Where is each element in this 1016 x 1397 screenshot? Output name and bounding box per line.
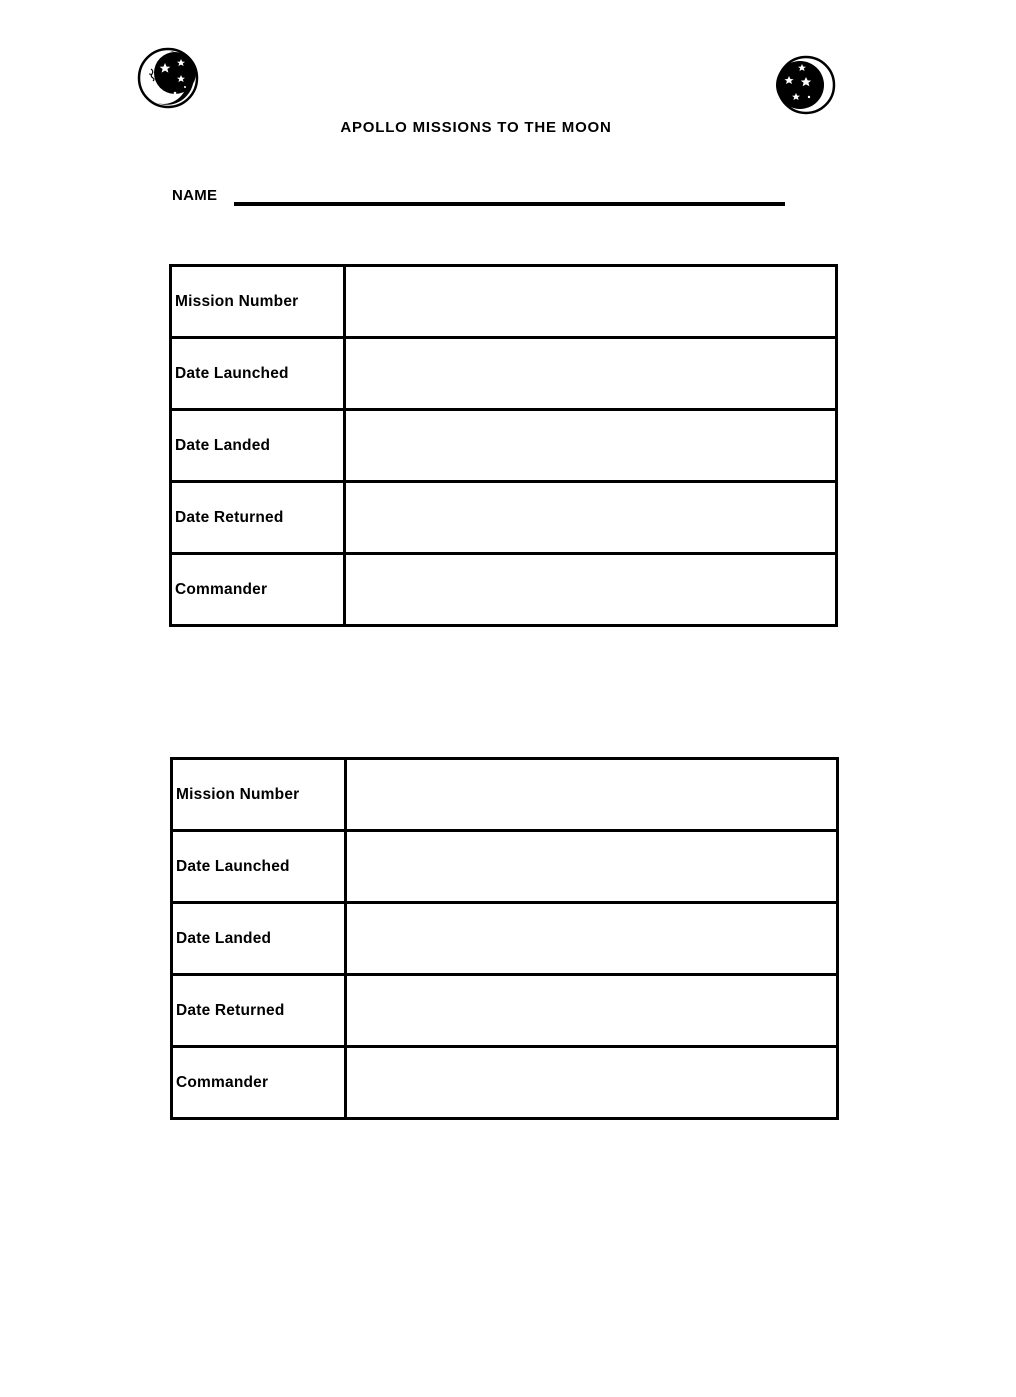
row-label-date-launched: Date Launched xyxy=(172,831,346,903)
row-label-date-launched: Date Launched xyxy=(171,338,345,410)
row-label-mission-number: Mission Number xyxy=(172,759,346,831)
table-row xyxy=(172,1047,838,1119)
row-label-date-returned: Date Returned xyxy=(172,975,346,1047)
moon-with-stars-icon xyxy=(137,47,199,109)
name-label: NAME xyxy=(172,187,218,204)
mission-number-field[interactable] xyxy=(346,759,838,831)
commander-field[interactable] xyxy=(346,1047,838,1119)
date-launched-field[interactable] xyxy=(346,831,838,903)
page-title: APOLLO MISSIONS TO THE MOON xyxy=(340,119,612,136)
table-row xyxy=(171,338,837,410)
table-row xyxy=(171,554,837,626)
table-row xyxy=(171,266,837,338)
mission-table xyxy=(169,264,838,627)
date-landed-field[interactable] xyxy=(346,903,838,975)
row-label-date-landed: Date Landed xyxy=(171,410,345,482)
table-row xyxy=(171,410,837,482)
commander-field[interactable] xyxy=(345,554,837,626)
row-label-commander: Commander xyxy=(172,1047,346,1119)
row-label-mission-number: Mission Number xyxy=(171,266,345,338)
table-row xyxy=(172,759,838,831)
table-row xyxy=(172,975,838,1047)
table-row xyxy=(172,831,838,903)
table-row xyxy=(171,482,837,554)
moon-with-stars-icon xyxy=(776,55,836,115)
mission-table xyxy=(170,757,839,1120)
date-launched-field[interactable] xyxy=(345,338,837,410)
date-returned-field[interactable] xyxy=(346,975,838,1047)
mission-number-field[interactable] xyxy=(345,266,837,338)
date-landed-field[interactable] xyxy=(345,410,837,482)
row-label-date-returned: Date Returned xyxy=(171,482,345,554)
table-row xyxy=(172,903,838,975)
row-label-commander: Commander xyxy=(171,554,345,626)
name-field[interactable] xyxy=(234,202,785,206)
date-returned-field[interactable] xyxy=(345,482,837,554)
row-label-date-landed: Date Landed xyxy=(172,903,346,975)
